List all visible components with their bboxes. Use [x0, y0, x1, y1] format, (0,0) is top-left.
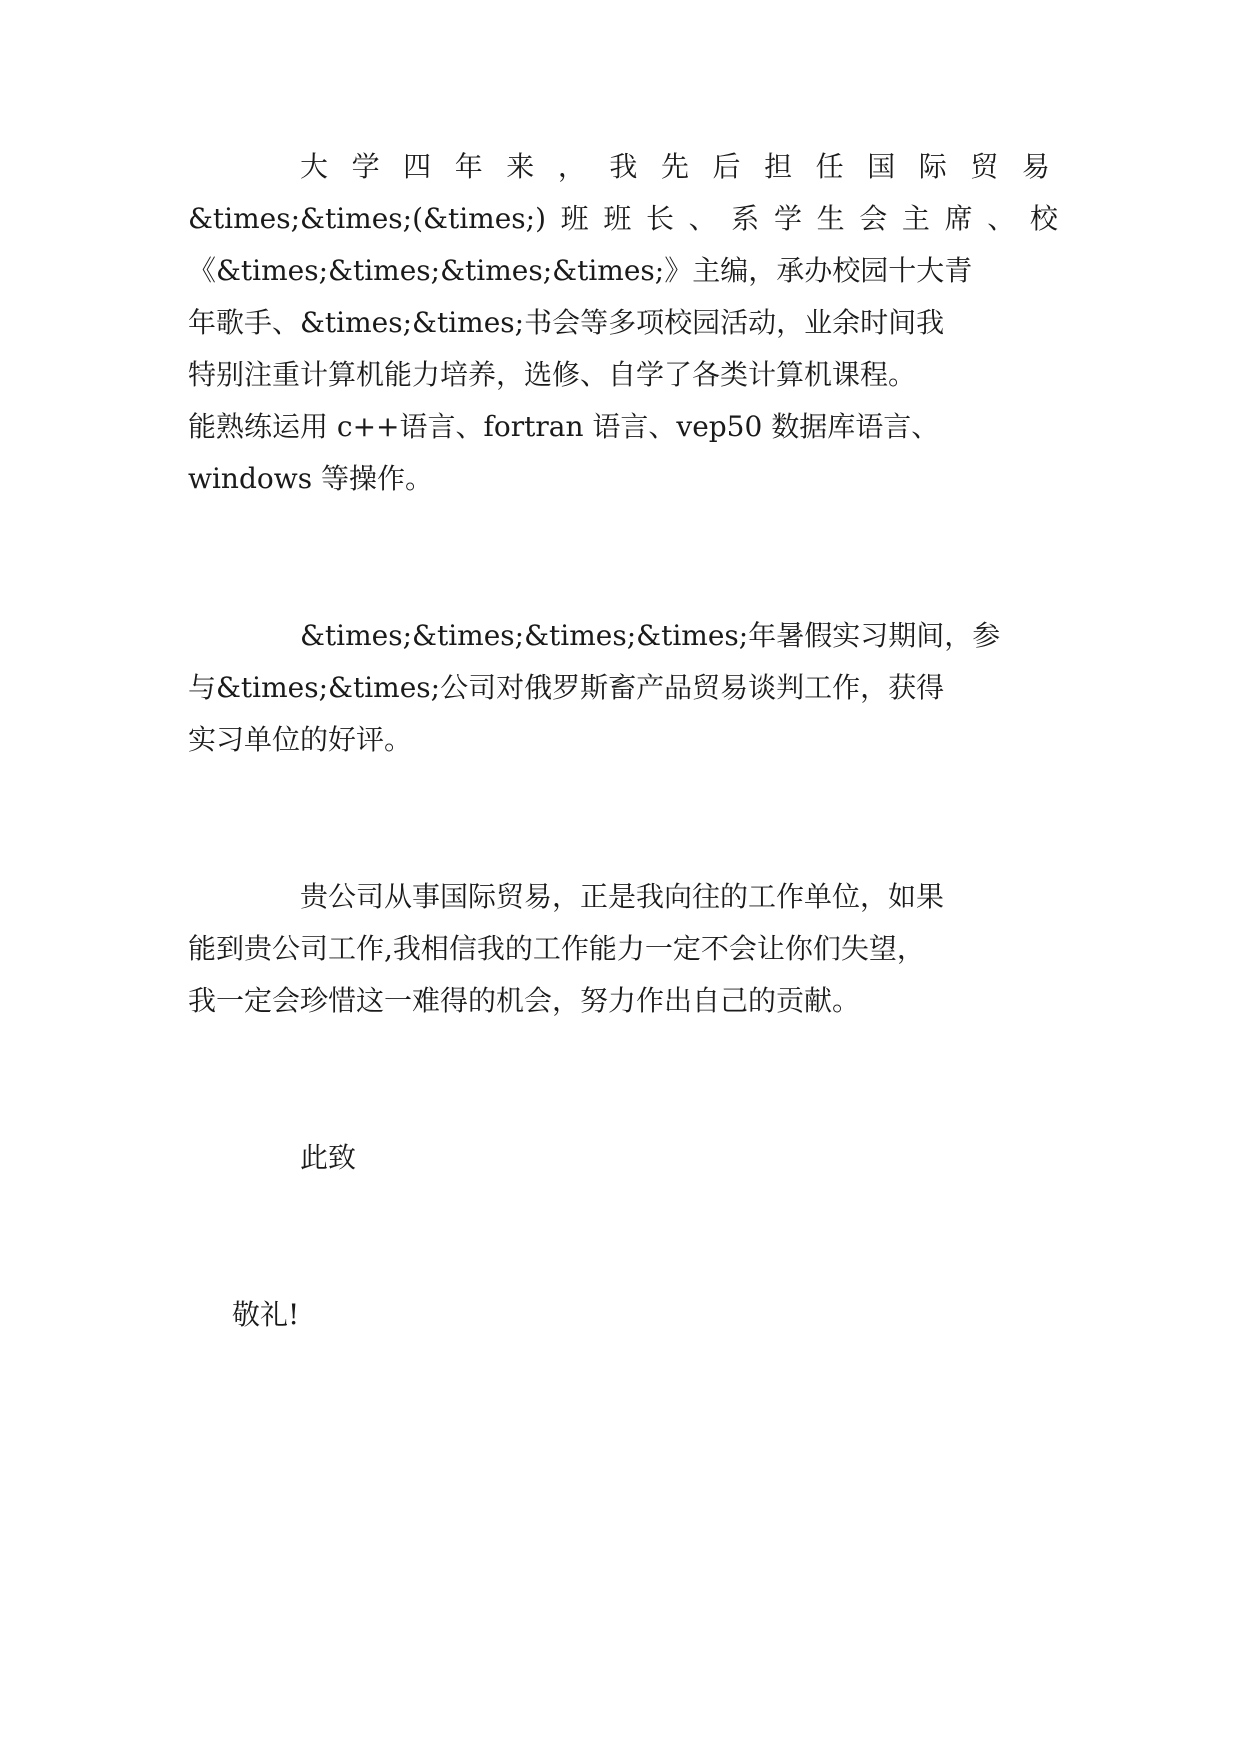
- paragraph-1-line-2-char: 席: [944, 202, 973, 235]
- paragraph-1-line-1: [300, 147, 1050, 187]
- paragraph-1-line-7: windows 等操作。: [188, 462, 433, 495]
- closing-regards: 敬礼!: [232, 1298, 300, 1331]
- paragraph-2-line-3: 实习单位的好评。: [188, 723, 413, 756]
- paragraph-1-line-1-char: 际: [918, 150, 947, 183]
- paragraph-1-line-4: 年歌手、&times;&times;书会等多项校园活动，业余时间我: [188, 306, 945, 339]
- paragraph-1-line-2-char: 、: [987, 202, 1016, 235]
- paragraph-1-line-2-char: 、: [688, 202, 717, 235]
- paragraph-1-line-2-char: 主: [901, 202, 930, 235]
- paragraph-3-line-1: 贵公司从事国际贸易，正是我向往的工作单位，如果: [300, 880, 945, 913]
- paragraph-1-line-2: [188, 199, 1058, 239]
- paragraph-1-line-3: 《&times;&times;&times;&times;》主编，承办校园十大青: [188, 254, 973, 287]
- paragraph-1-line-1-char: 贸: [970, 150, 999, 183]
- paragraph-3-line-2: 能到贵公司工作,我相信我的工作能力一定不会让你们失望，: [188, 932, 925, 965]
- paragraph-1-line-1-char: 后: [712, 150, 741, 183]
- paragraph-3-line-3: 我一定会珍惜这一难得的机会，努力作出自己的贡献。: [188, 984, 861, 1017]
- paragraph-1-line-2-char: 校: [1029, 202, 1058, 235]
- paragraph-1-line-2-char: 会: [859, 202, 888, 235]
- paragraph-1-line-1-char: 先: [660, 150, 689, 183]
- paragraph-1-line-1-char: 国: [867, 150, 896, 183]
- paragraph-1-line-2-char: 生: [816, 202, 845, 235]
- paragraph-1-line-1-char: 我: [609, 150, 638, 183]
- paragraph-1-line-2-char: 班: [560, 202, 589, 235]
- paragraph-1-line-1-char: 易: [1021, 150, 1050, 183]
- paragraph-1-line-1-char: 来: [506, 150, 535, 183]
- paragraph-2-line-2: 与&times;&times;公司对俄罗斯畜产品贸易谈判工作，获得: [188, 671, 945, 704]
- paragraph-1-line-2-char: 系: [731, 202, 760, 235]
- paragraph-1-line-1-char: 任: [815, 150, 844, 183]
- paragraph-1-line-5: 特别注重计算机能力培养，选修、自学了各类计算机课程。: [188, 358, 917, 391]
- paragraph-1-line-1-char: 四: [403, 150, 432, 183]
- paragraph-1-line-1-char: 大: [300, 150, 329, 183]
- paragraph-1-line-6: 能熟练运用 c++语言、fortran 语言、vep50 数据库语言、: [188, 410, 940, 443]
- paragraph-1-line-1-char: 年: [454, 150, 483, 183]
- paragraph-2-line-1: &times;&times;&times;&times;年暑假实习期间，参: [300, 619, 1001, 652]
- paragraph-1-line-1-char: 担: [764, 150, 793, 183]
- paragraph-1-line-2-char: 学: [773, 202, 802, 235]
- paragraph-1-line-2-char: 班: [603, 202, 632, 235]
- paragraph-1-line-1-char: ，: [557, 150, 586, 183]
- paragraph-1-line-2-char: &times;&times;(&times;): [188, 202, 547, 235]
- paragraph-1-line-2-char: 长: [645, 202, 674, 235]
- closing-salutation: 此致: [300, 1141, 357, 1174]
- paragraph-1-line-1-char: 学: [351, 150, 380, 183]
